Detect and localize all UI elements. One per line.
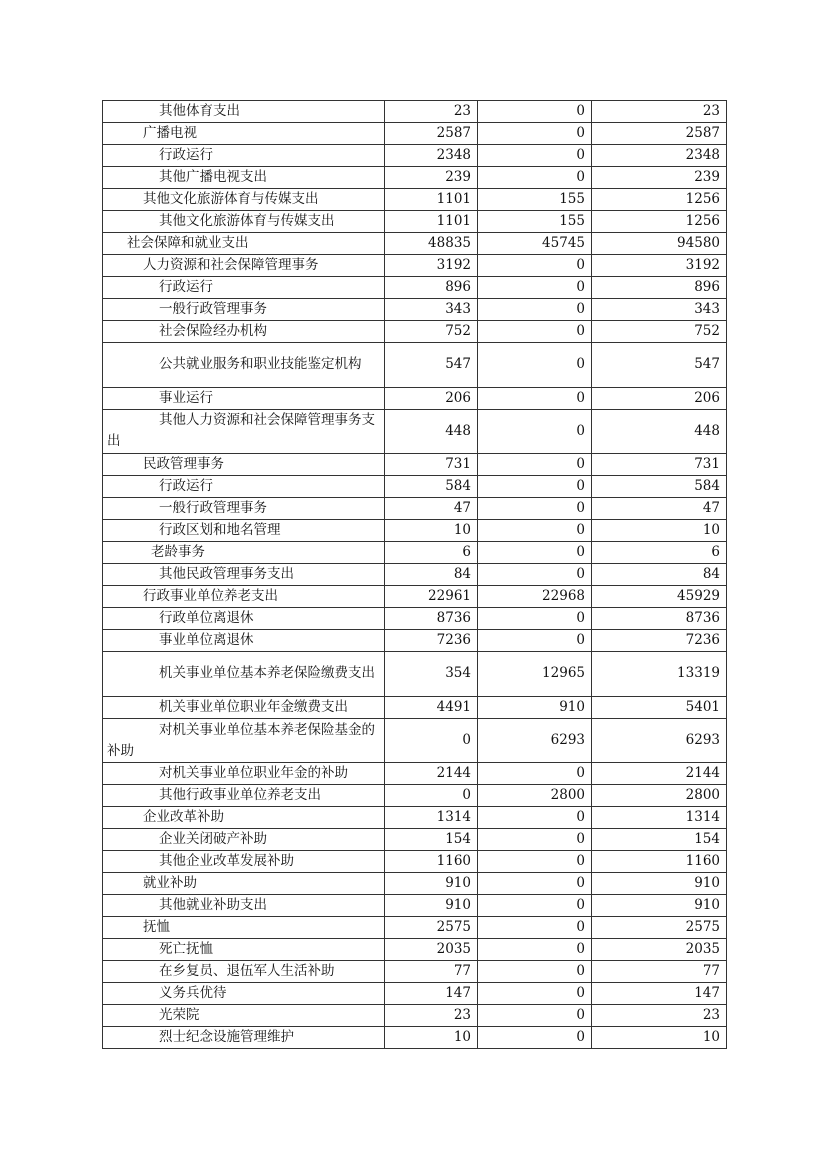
item-name: 义务兵优待 <box>103 983 385 1005</box>
value-col-3: 154 <box>592 829 727 851</box>
value-col-1: 147 <box>385 983 478 1005</box>
value-col-1: 1160 <box>385 851 478 873</box>
value-col-3: 94580 <box>592 233 727 255</box>
value-col-1: 731 <box>385 454 478 476</box>
table-row <box>103 961 727 983</box>
value-col-1: 4491 <box>385 696 478 718</box>
value-col-3: 10 <box>592 1027 727 1049</box>
table-row <box>103 520 727 542</box>
item-name: 机关事业单位基本养老保险缴费支出 <box>103 652 385 697</box>
table-row <box>103 409 727 454</box>
item-name: 其他就业补助支出 <box>103 895 385 917</box>
table-row <box>103 895 727 917</box>
item-name: 社会保障和就业支出 <box>103 233 385 255</box>
value-col-2: 0 <box>478 608 592 630</box>
table-row <box>103 608 727 630</box>
value-col-2: 0 <box>478 321 592 343</box>
value-col-1: 896 <box>385 277 478 299</box>
value-col-3: 343 <box>592 299 727 321</box>
item-name: 机关事业单位职业年金缴费支出 <box>103 696 385 718</box>
value-col-3: 731 <box>592 454 727 476</box>
table-row <box>103 167 727 189</box>
value-col-1: 8736 <box>385 608 478 630</box>
value-col-2: 0 <box>478 564 592 586</box>
item-name: 烈士纪念设施管理维护 <box>103 1027 385 1049</box>
table-row <box>103 255 727 277</box>
item-name: 社会保险经办机构 <box>103 321 385 343</box>
item-name: 死亡抚恤 <box>103 939 385 961</box>
value-col-2: 0 <box>478 255 592 277</box>
item-name: 行政区划和地名管理 <box>103 520 385 542</box>
item-name: 行政单位离退休 <box>103 608 385 630</box>
item-name: 其他人力资源和社会保障管理事务支出 <box>103 409 385 454</box>
value-col-2: 0 <box>478 917 592 939</box>
item-name: 就业补助 <box>103 873 385 895</box>
value-col-2: 0 <box>478 101 592 123</box>
value-col-3: 23 <box>592 1005 727 1027</box>
value-col-2: 0 <box>478 961 592 983</box>
item-name: 一般行政管理事务 <box>103 299 385 321</box>
value-col-2: 0 <box>478 851 592 873</box>
value-col-1: 0 <box>385 718 478 763</box>
value-col-2: 12965 <box>478 652 592 697</box>
table-row <box>103 454 727 476</box>
item-name: 对机关事业单位职业年金的补助 <box>103 763 385 785</box>
value-col-2: 0 <box>478 763 592 785</box>
item-name: 人力资源和社会保障管理事务 <box>103 255 385 277</box>
value-col-2: 2800 <box>478 785 592 807</box>
value-col-1: 206 <box>385 387 478 409</box>
table-row <box>103 829 727 851</box>
table-row <box>103 807 727 829</box>
table-row <box>103 277 727 299</box>
table-row <box>103 1005 727 1027</box>
table-row <box>103 101 727 123</box>
value-col-1: 910 <box>385 895 478 917</box>
value-col-2: 45745 <box>478 233 592 255</box>
table-row <box>103 542 727 564</box>
item-name: 其他行政事业单位养老支出 <box>103 785 385 807</box>
value-col-2: 0 <box>478 299 592 321</box>
item-name: 其他文化旅游体育与传媒支出 <box>103 211 385 233</box>
table-row <box>103 939 727 961</box>
value-col-2: 0 <box>478 454 592 476</box>
value-col-3: 23 <box>592 101 727 123</box>
item-name: 其他文化旅游体育与传媒支出 <box>103 189 385 211</box>
value-col-2: 0 <box>478 542 592 564</box>
table-row <box>103 917 727 939</box>
value-col-1: 23 <box>385 1005 478 1027</box>
value-col-2: 0 <box>478 630 592 652</box>
value-col-2: 0 <box>478 343 592 388</box>
value-col-2: 0 <box>478 520 592 542</box>
value-col-1: 6 <box>385 542 478 564</box>
value-col-1: 22961 <box>385 586 478 608</box>
value-col-1: 2035 <box>385 939 478 961</box>
item-name: 行政运行 <box>103 476 385 498</box>
value-col-1: 2575 <box>385 917 478 939</box>
value-col-3: 2348 <box>592 145 727 167</box>
value-col-3: 206 <box>592 387 727 409</box>
item-name: 在乡复员、退伍军人生活补助 <box>103 961 385 983</box>
table-row <box>103 718 727 763</box>
table-row <box>103 387 727 409</box>
table-row <box>103 343 727 388</box>
value-col-2: 22968 <box>478 586 592 608</box>
item-name: 行政事业单位养老支出 <box>103 586 385 608</box>
table-row <box>103 785 727 807</box>
table-row <box>103 1027 727 1049</box>
value-col-3: 2144 <box>592 763 727 785</box>
value-col-1: 1314 <box>385 807 478 829</box>
value-col-2: 0 <box>478 1027 592 1049</box>
value-col-2: 0 <box>478 409 592 454</box>
item-name: 对机关事业单位基本养老保险基金的补助 <box>103 718 385 763</box>
value-col-1: 354 <box>385 652 478 697</box>
item-name: 企业关闭破产补助 <box>103 829 385 851</box>
table-row <box>103 498 727 520</box>
table-row <box>103 630 727 652</box>
value-col-3: 45929 <box>592 586 727 608</box>
value-col-2: 0 <box>478 167 592 189</box>
value-col-2: 155 <box>478 189 592 211</box>
value-col-3: 7236 <box>592 630 727 652</box>
value-col-1: 1101 <box>385 211 478 233</box>
item-name: 其他体育支出 <box>103 101 385 123</box>
value-col-3: 2800 <box>592 785 727 807</box>
table-row <box>103 696 727 718</box>
value-col-1: 154 <box>385 829 478 851</box>
value-col-2: 0 <box>478 983 592 1005</box>
table-row <box>103 652 727 697</box>
value-col-3: 8736 <box>592 608 727 630</box>
item-name: 抚恤 <box>103 917 385 939</box>
value-col-3: 10 <box>592 520 727 542</box>
value-col-1: 2144 <box>385 763 478 785</box>
value-col-2: 0 <box>478 387 592 409</box>
table-row <box>103 873 727 895</box>
value-col-2: 0 <box>478 123 592 145</box>
item-name: 广播电视 <box>103 123 385 145</box>
table-row <box>103 851 727 873</box>
value-col-3: 2587 <box>592 123 727 145</box>
value-col-2: 910 <box>478 696 592 718</box>
value-col-3: 2035 <box>592 939 727 961</box>
value-col-3: 910 <box>592 873 727 895</box>
value-col-2: 0 <box>478 1005 592 1027</box>
item-name: 其他广播电视支出 <box>103 167 385 189</box>
value-col-3: 896 <box>592 277 727 299</box>
table-row <box>103 211 727 233</box>
value-col-3: 6293 <box>592 718 727 763</box>
table-row <box>103 233 727 255</box>
value-col-3: 1256 <box>592 211 727 233</box>
value-col-2: 0 <box>478 895 592 917</box>
item-name: 事业运行 <box>103 387 385 409</box>
value-col-1: 584 <box>385 476 478 498</box>
value-col-3: 910 <box>592 895 727 917</box>
value-col-2: 0 <box>478 873 592 895</box>
value-col-1: 23 <box>385 101 478 123</box>
item-name: 老龄事务 <box>103 542 385 564</box>
value-col-2: 0 <box>478 498 592 520</box>
value-col-1: 547 <box>385 343 478 388</box>
value-col-2: 0 <box>478 476 592 498</box>
value-col-3: 1160 <box>592 851 727 873</box>
value-col-3: 5401 <box>592 696 727 718</box>
value-col-2: 6293 <box>478 718 592 763</box>
value-col-3: 47 <box>592 498 727 520</box>
value-col-1: 2587 <box>385 123 478 145</box>
table-row <box>103 763 727 785</box>
value-col-3: 3192 <box>592 255 727 277</box>
item-name: 一般行政管理事务 <box>103 498 385 520</box>
table-row <box>103 321 727 343</box>
value-col-1: 448 <box>385 409 478 454</box>
table-row <box>103 145 727 167</box>
value-col-3: 448 <box>592 409 727 454</box>
value-col-1: 84 <box>385 564 478 586</box>
value-col-2: 0 <box>478 939 592 961</box>
item-name: 行政运行 <box>103 145 385 167</box>
value-col-1: 1101 <box>385 189 478 211</box>
value-col-2: 0 <box>478 145 592 167</box>
value-col-1: 752 <box>385 321 478 343</box>
value-col-1: 343 <box>385 299 478 321</box>
value-col-1: 48835 <box>385 233 478 255</box>
table-row <box>103 189 727 211</box>
value-col-3: 1256 <box>592 189 727 211</box>
value-col-1: 0 <box>385 785 478 807</box>
table-row <box>103 564 727 586</box>
table-row <box>103 123 727 145</box>
item-name: 民政管理事务 <box>103 454 385 476</box>
value-col-3: 752 <box>592 321 727 343</box>
value-col-1: 77 <box>385 961 478 983</box>
value-col-2: 0 <box>478 807 592 829</box>
value-col-3: 239 <box>592 167 727 189</box>
value-col-3: 6 <box>592 542 727 564</box>
item-name: 光荣院 <box>103 1005 385 1027</box>
table-row <box>103 299 727 321</box>
value-col-3: 584 <box>592 476 727 498</box>
value-col-3: 1314 <box>592 807 727 829</box>
value-col-3: 147 <box>592 983 727 1005</box>
value-col-1: 7236 <box>385 630 478 652</box>
value-col-3: 2575 <box>592 917 727 939</box>
table-row <box>103 983 727 1005</box>
table-row <box>103 586 727 608</box>
value-col-1: 10 <box>385 520 478 542</box>
value-col-2: 0 <box>478 829 592 851</box>
budget-table <box>102 100 727 1049</box>
value-col-1: 3192 <box>385 255 478 277</box>
value-col-1: 10 <box>385 1027 478 1049</box>
value-col-2: 0 <box>478 277 592 299</box>
value-col-3: 13319 <box>592 652 727 697</box>
value-col-3: 77 <box>592 961 727 983</box>
item-name: 事业单位离退休 <box>103 630 385 652</box>
value-col-2: 155 <box>478 211 592 233</box>
item-name: 其他企业改革发展补助 <box>103 851 385 873</box>
item-name: 行政运行 <box>103 277 385 299</box>
value-col-3: 84 <box>592 564 727 586</box>
value-col-1: 239 <box>385 167 478 189</box>
item-name: 其他民政管理事务支出 <box>103 564 385 586</box>
table-row <box>103 476 727 498</box>
item-name: 公共就业服务和职业技能鉴定机构 <box>103 343 385 388</box>
value-col-1: 910 <box>385 873 478 895</box>
item-name: 企业改革补助 <box>103 807 385 829</box>
value-col-1: 2348 <box>385 145 478 167</box>
value-col-3: 547 <box>592 343 727 388</box>
value-col-1: 47 <box>385 498 478 520</box>
